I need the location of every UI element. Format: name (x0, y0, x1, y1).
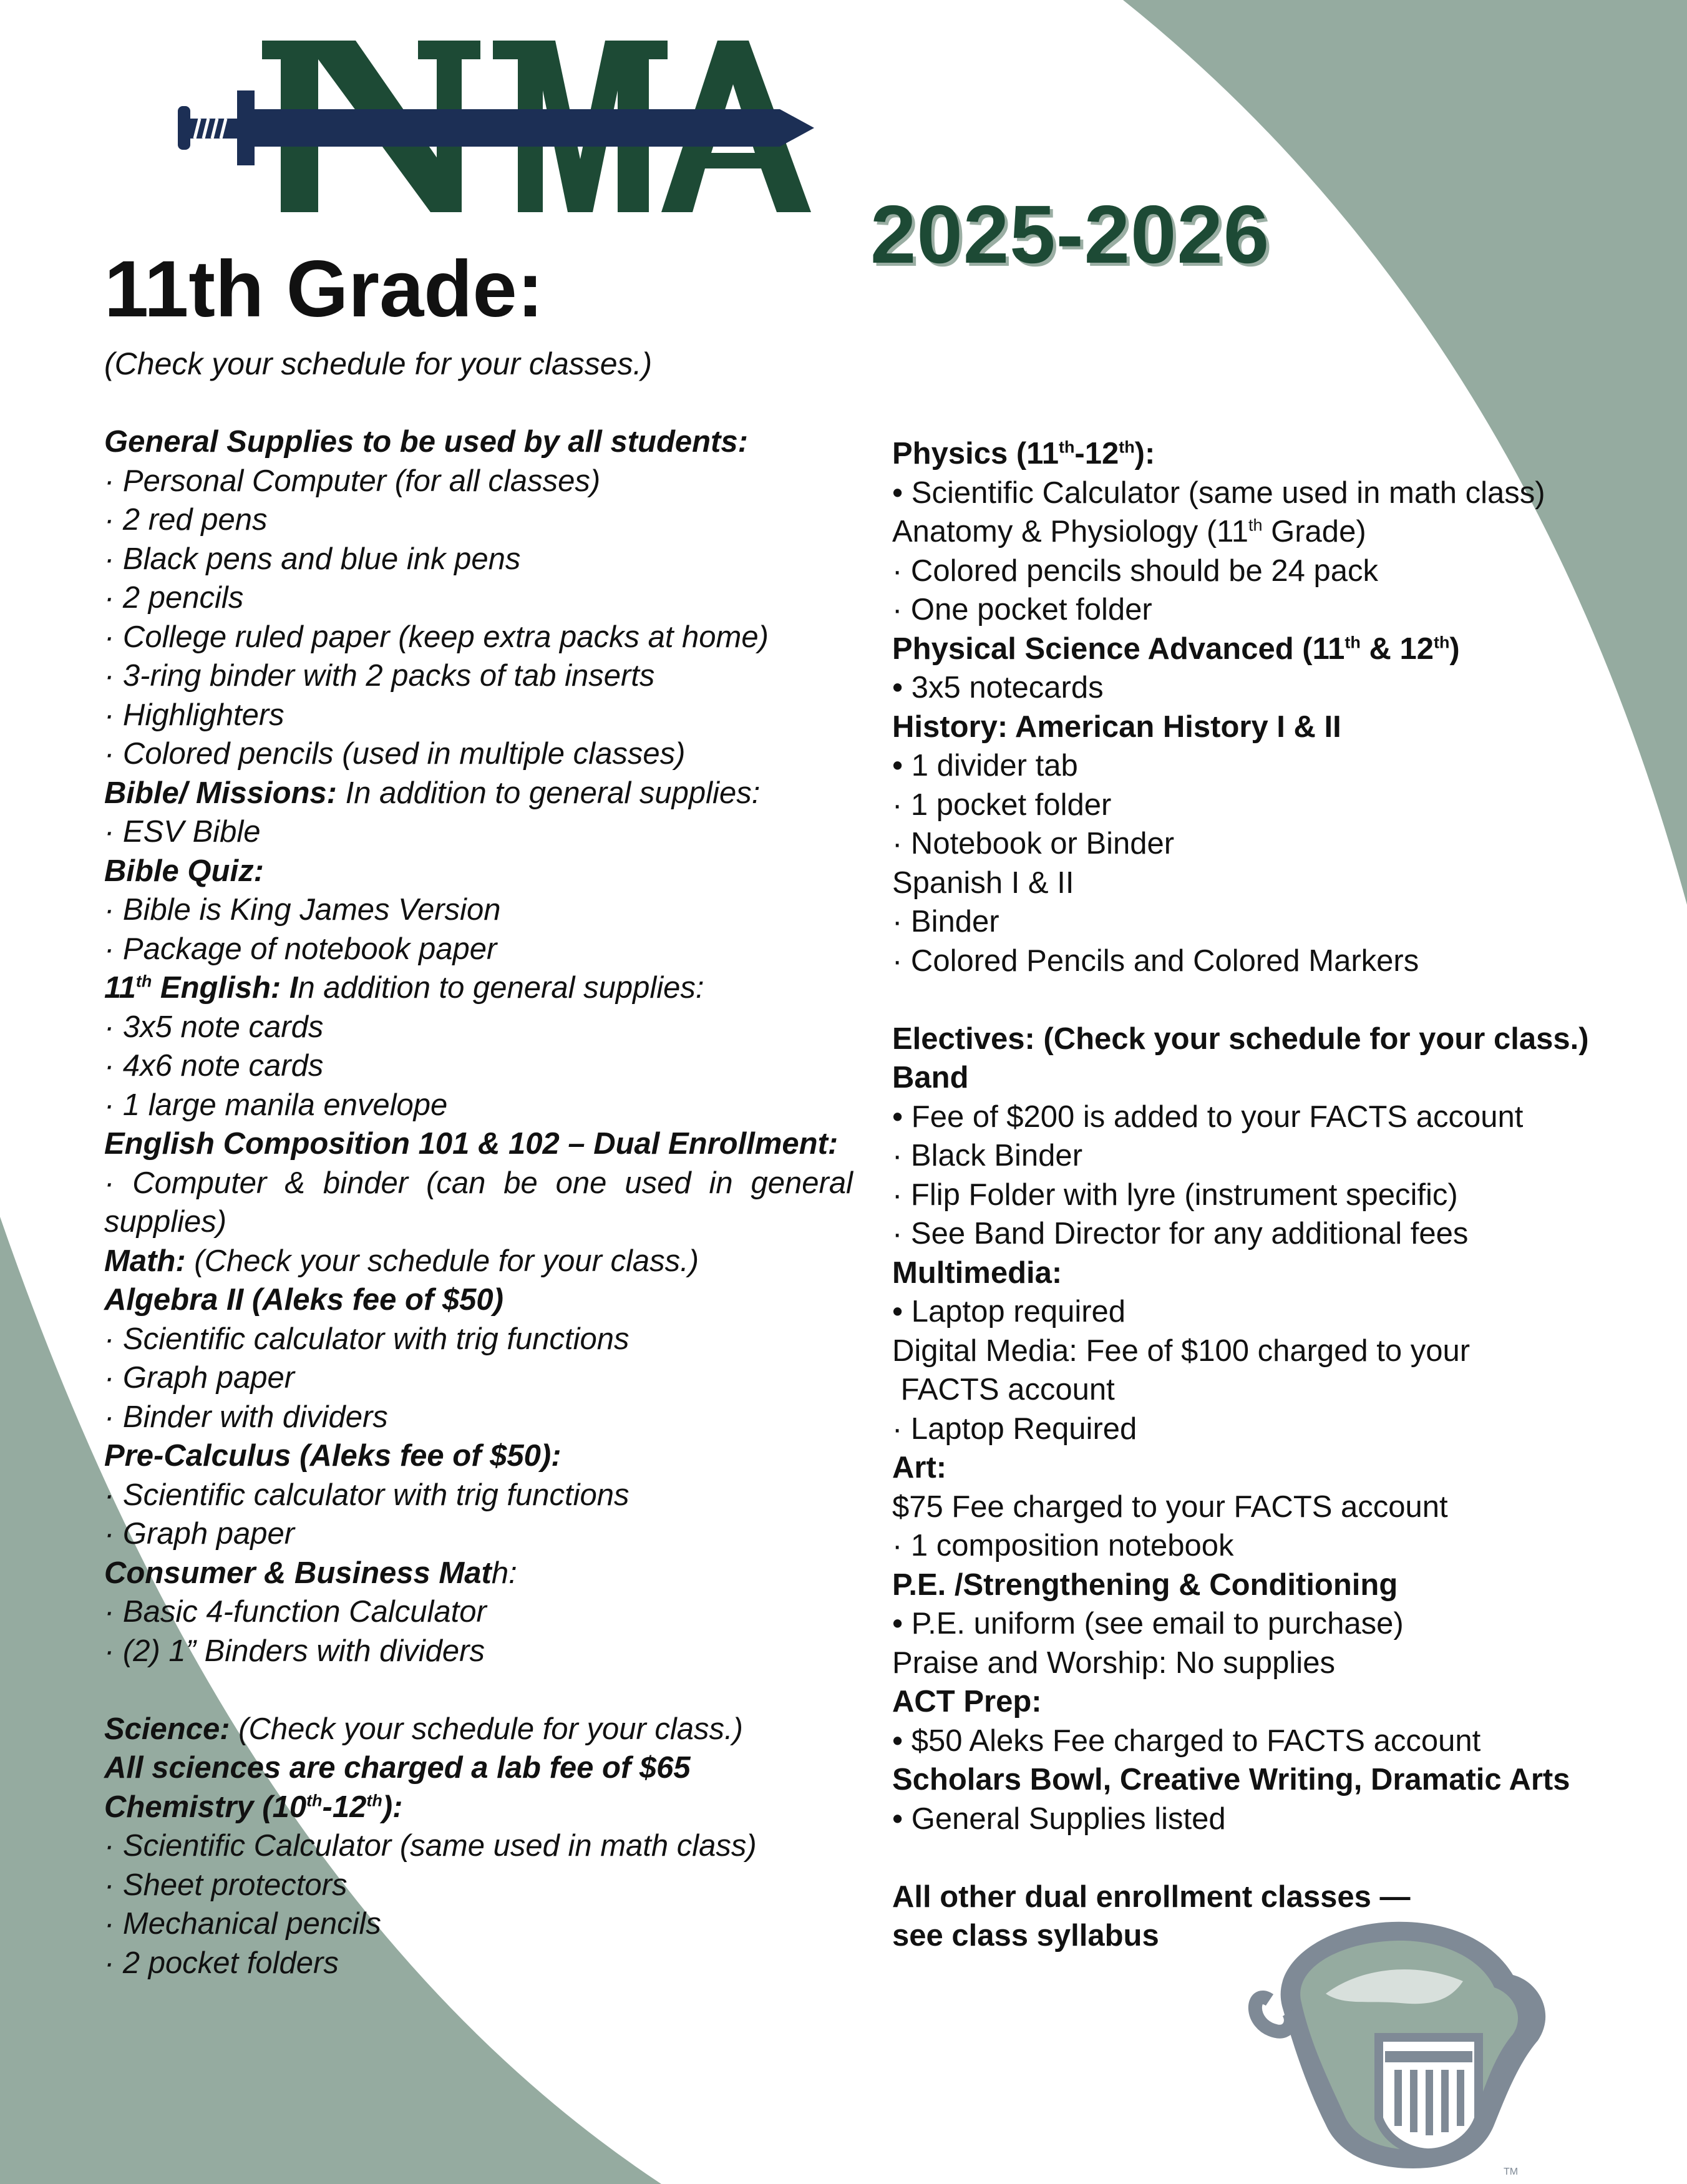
list-item: · Sheet protectors (104, 1868, 348, 1902)
superscript: th (1058, 437, 1075, 457)
school-year: 2025-2026 (870, 188, 1270, 280)
math-heading (104, 1242, 853, 1281)
superscript: th (1119, 437, 1135, 457)
art-heading: Art: (892, 1451, 947, 1484)
list-item: · Colored pencils should be 24 pack (892, 553, 1379, 588)
list-item: · 3x5 note cards (104, 1010, 324, 1044)
list-item: • Laptop required (892, 1295, 1126, 1328)
list-item: · Colored pencils (used in multiple classes) (104, 737, 686, 771)
english-heading (104, 968, 853, 1008)
list-item: · 2 pocket folders (104, 1946, 339, 1980)
list-item: • Scientific Calculator (same used in math class) (892, 475, 1545, 510)
heading-label: Physical Science Advanced (11 (892, 631, 1345, 666)
left-column (104, 422, 853, 1982)
list-item: • P.E. uniform (see email to purchase) (892, 1607, 1404, 1640)
dual-enrollment-note-continuation: see class syllabus (892, 1919, 1159, 1952)
nma-logo (168, 34, 824, 222)
list-item: · Graph paper (104, 1361, 295, 1395)
bible-missions-heading (104, 774, 853, 813)
list-item: · Flip Folder with lyre (instrument specific) (892, 1177, 1458, 1212)
heading-label: Grade) (1262, 515, 1366, 548)
praise-worship-line: Praise and Worship: No supplies (892, 1645, 1335, 1680)
list-item: · 3-ring binder with 2 packs of tab inserts (104, 659, 655, 693)
list-item: · Notebook or Binder (892, 827, 1175, 860)
list-item: · Black Binder (892, 1139, 1083, 1172)
list-item: · 2 pencils (104, 581, 244, 615)
physics-heading (892, 434, 1641, 474)
heading-label: ) (1449, 631, 1460, 666)
list-item: · 1 composition notebook (892, 1529, 1234, 1562)
list-item: · Package of notebook paper (104, 932, 497, 966)
list-item: · One pocket folder (892, 593, 1152, 626)
spacer (892, 1838, 1641, 1878)
list-item: • Fee of $200 is added to your FACTS account (892, 1099, 1524, 1134)
act-prep-heading: ACT Prep: (892, 1685, 1042, 1718)
physical-science-heading (892, 630, 1641, 669)
list-item: · 2 red pens (104, 503, 268, 537)
heading-note: h: (491, 1556, 517, 1590)
dual-enrollment-note: All other dual enrollment classes — (892, 1879, 1411, 1914)
general-supplies-heading: General Supplies to be used by all students: (104, 425, 748, 459)
heading-label: Math: (104, 1244, 186, 1278)
heading-label: -12 (1074, 437, 1119, 470)
precalculus-heading: Pre-Calculus (Aleks fee of $50): (104, 1439, 562, 1473)
pe-heading: P.E. /Strengthening & Conditioning (892, 1567, 1398, 1602)
heading-label: 11 (104, 971, 136, 1005)
list-item: · Bible is King James Version (104, 893, 501, 927)
english-composition-heading: English Composition 101 & 102 – Dual Enrollment: (104, 1127, 839, 1161)
page-subtitle: (Check your schedule for your classes.) (104, 346, 653, 381)
list-item: · Binder (892, 905, 999, 938)
list-item: · See Band Director for any additional fees (892, 1217, 1469, 1250)
heading-label: Science: (104, 1712, 230, 1746)
history-heading: History: American History I & II (892, 709, 1341, 744)
digital-media-heading-continuation: FACTS account (892, 1373, 1115, 1406)
heading-label: -12 (322, 1790, 367, 1824)
heading-note: n addition to general supplies: (298, 971, 704, 1005)
heading-label: Consumer & Business Mat (104, 1556, 492, 1590)
list-item: · Graph paper (104, 1517, 295, 1551)
list-item: · Colored Pencils and Colored Markers (892, 943, 1419, 978)
consumer-math-heading (104, 1554, 853, 1593)
knight-mascot-logo (1245, 1906, 1569, 2181)
superscript: th (1344, 633, 1361, 652)
science-heading (104, 1710, 853, 1749)
heading-note: (Check your schedule for your class.) (230, 1712, 743, 1746)
heading-label: & 12 (1360, 631, 1434, 666)
chemistry-heading (104, 1788, 853, 1827)
list-item: · Scientific Calculator (same used in math class) (104, 1829, 757, 1863)
art-fee: $75 Fee charged to your FACTS account (892, 1489, 1448, 1524)
superscript: th (1433, 633, 1450, 652)
list-item: • General Supplies listed (892, 1801, 1226, 1836)
heading-note: In addition to general supplies: (337, 776, 761, 810)
list-item: • 3x5 notecards (892, 671, 1104, 704)
anatomy-heading (892, 512, 1641, 552)
superscript: th (306, 1791, 323, 1810)
list-item: · Personal Computer (for all classes) (104, 464, 601, 498)
page-title: 11th Grade: (104, 245, 544, 334)
multimedia-heading: Multimedia: (892, 1255, 1062, 1290)
list-item: · Highlighters (104, 698, 284, 732)
algebra-heading: Algebra II (Aleks fee of $50) (104, 1283, 503, 1317)
heading-label: ): (1134, 437, 1155, 470)
list-item: · Laptop Required (892, 1411, 1137, 1446)
right-column (892, 434, 1641, 1956)
list-item: • $50 Aleks Fee charged to FACTS account (892, 1723, 1481, 1758)
list-item: · Binder with dividers (104, 1400, 388, 1434)
heading-label: Chemistry (10 (104, 1790, 307, 1824)
list-item: · Basic 4-function Calculator (104, 1595, 487, 1629)
list-item-continuation: supplies) (104, 1205, 227, 1239)
list-item: · Mechanical pencils (104, 1907, 381, 1941)
heading-label: Anatomy & Physiology (11 (892, 515, 1249, 548)
superscript: th (135, 972, 152, 991)
scholars-bowl-heading: Scholars Bowl, Creative Writing, Dramatic Arts (892, 1763, 1570, 1796)
bible-quiz-heading: Bible Quiz: (104, 854, 264, 888)
list-item: · Black pens and blue ink pens (104, 542, 521, 576)
list-item: · 1 pocket folder (892, 787, 1112, 822)
heading-note: (Check your schedule for your class.) (185, 1244, 699, 1278)
list-item: · Scientific calculator with trig functions (104, 1478, 630, 1512)
list-item: · 1 large manila envelope (104, 1088, 448, 1122)
heading-label: ): (382, 1790, 403, 1824)
list-item: · (2) 1” Binders with dividers (104, 1634, 485, 1668)
trademark-mark: TM (1504, 2167, 1519, 2177)
spacer (892, 980, 1641, 1020)
list-item: · College ruled paper (keep extra packs at home) (104, 620, 769, 654)
list-item: · Scientific calculator with trig functions (104, 1322, 630, 1356)
band-heading: Band (892, 1061, 969, 1094)
heading-label: Bible/ Missions: (104, 776, 338, 810)
superscript: th (366, 1791, 382, 1810)
list-item: · Computer & binder (can be one used in general (104, 1166, 853, 1200)
spacer (104, 1670, 853, 1710)
list-item: · ESV Bible (104, 815, 261, 849)
heading-label: Physics (11 (892, 437, 1059, 470)
lab-fee-note: All sciences are charged a lab fee of $65 (104, 1751, 691, 1785)
list-item: · 4x6 note cards (104, 1049, 324, 1083)
digital-media-heading: Digital Media: Fee of $100 charged to your (892, 1333, 1471, 1368)
electives-heading: Electives: (Check your schedule for your class.) (892, 1021, 1589, 1056)
heading-label: English: I (152, 971, 298, 1005)
list-item: • 1 divider tab (892, 749, 1078, 782)
superscript: th (1248, 515, 1263, 535)
spanish-heading: Spanish I & II (892, 865, 1074, 900)
